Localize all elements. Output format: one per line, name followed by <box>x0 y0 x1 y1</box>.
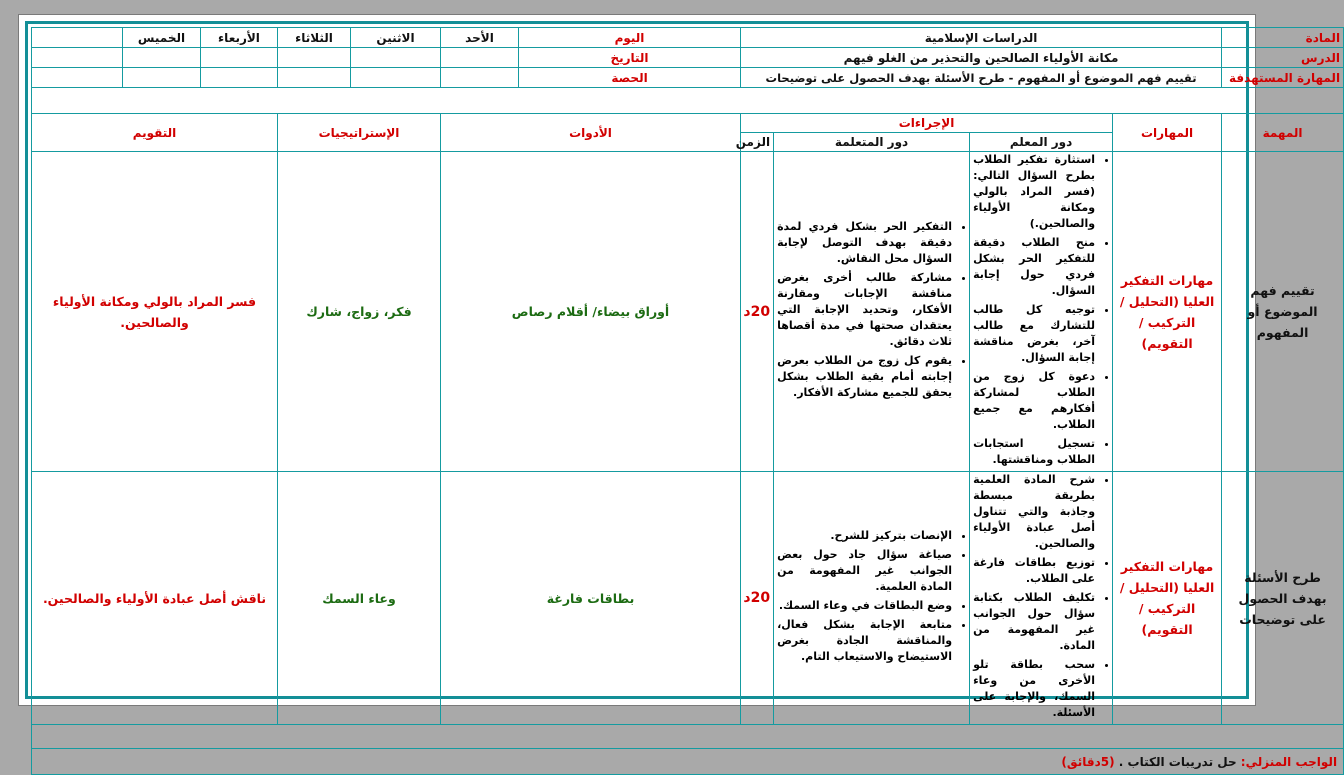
homework-row <box>32 749 1344 775</box>
learner-step-text: الإنصات بتركيز للشرح. <box>830 529 953 542</box>
learner-step-text: صياغة سؤال جاد حول بعض الجوانب غير المفهومة من المادة العلمية. <box>777 548 953 593</box>
lesson-plan-page <box>18 14 1341 769</box>
task-cell-1: تقييم فهم الموضوع أو المفهوم <box>1222 152 1344 472</box>
teacher-step <box>973 235 1095 299</box>
day-5: الخميس <box>123 28 201 48</box>
day-2: الاثنين <box>351 28 441 48</box>
strategies-header: الإستراتيجيات <box>278 114 441 152</box>
teacher-step-text: سحب بطاقة تلو الأخرى من وعاء السمك، والإجابة على الأسئلة. <box>973 658 1096 719</box>
time-cell-2: 20د <box>741 472 774 725</box>
skill-label: المهارة المستهدفة <box>1222 68 1344 88</box>
learner-step-text: متابعة الإجابة بشكل فعال، والمناقشة الجادة بغرض الاستيضاح والاستيعاب التام. <box>777 618 953 663</box>
lesson-plan-table <box>31 27 1344 775</box>
learner-step-text: مشاركة طالب أخرى بغرض مناقشة الإجابات ومقارنة الأفكار، وتحديد الإجابة التي يعتقدان صحتها في مدة أقصاها ثلاث دقائق. <box>777 271 953 348</box>
time-header: الزمن <box>741 133 774 152</box>
homework-cell <box>32 749 1344 775</box>
learner-step-text: وضع البطاقات في وعاء السمك. <box>778 599 953 612</box>
lesson-row <box>32 48 1344 68</box>
learner-step <box>777 353 952 401</box>
skills-cell-1: مهارات التفكير العليا (التحليل / التركيب / التقويم) <box>1113 152 1222 472</box>
learner-cell-2 <box>774 472 970 725</box>
subject-value: الدراسات الإسلامية <box>741 28 1222 48</box>
teacher-list-1 <box>973 152 1109 468</box>
teacher-cell-1 <box>970 152 1113 472</box>
teacher-step <box>973 590 1095 654</box>
learner-step <box>777 270 952 350</box>
learner-list-1 <box>777 219 966 401</box>
homework-label: الواجب المنزلي: <box>1240 754 1338 769</box>
learner-step-text: يقوم كل زوج من الطلاب بعرض إجابته أمام بقية الطلاب بشكل يحقق للجميع مشاركة الأفكار. <box>777 354 953 399</box>
task-header: المهمة <box>1222 114 1344 152</box>
teacher-step-text: استثارة تفكير الطلاب بطرح السؤال التالي: (فسر المراد بالولي ومكانة الأولياء والصالحين.) <box>973 153 1096 230</box>
learner-list-2 <box>777 528 966 665</box>
day-4: الأربعاء <box>201 28 278 48</box>
teacher-step-text: شرح المادة العلمية بطريقة مبسطة وجاذبة والتي تتناول أصل عبادة الأولياء والصالحين. <box>973 473 1096 550</box>
teacher-list-2 <box>973 472 1109 721</box>
day-1: الأحد <box>441 28 519 48</box>
day-3: الثلاثاء <box>278 28 351 48</box>
learner-step <box>777 598 952 614</box>
learner-role-header: دور المتعلمة <box>774 133 970 152</box>
teacher-step <box>973 302 1095 366</box>
teacher-step <box>973 369 1095 433</box>
skill-value: تقييم فهم الموضوع أو المفهوم - طرح الأسئلة بهدف الحصول على توضيحات <box>741 68 1222 88</box>
subject-label: المادة <box>1222 28 1344 48</box>
teacher-cell-2 <box>970 472 1113 725</box>
homework-time: (5دقائق) <box>1061 754 1115 769</box>
plan-row-1 <box>32 152 1344 472</box>
teacher-role-header: دور المعلم <box>970 133 1113 152</box>
date-label: التاريخ <box>519 48 741 68</box>
teacher-step <box>973 657 1095 721</box>
teacher-step <box>973 555 1095 587</box>
evaluation-cell-2: ناقش أصل عبادة الأولياء والصالحين. <box>32 472 278 725</box>
task-cell-2: طرح الأسئلة بهدف الحصول على توضيحات <box>1222 472 1344 725</box>
lesson-value: مكانة الأولياء الصالحين والتحذير من الغلو فيهم <box>741 48 1222 68</box>
learner-step-text: التفكير الحر بشكل فردي لمدة دقيقة بهدف التوصل لإجابة السؤال محل النقاش. <box>777 220 953 265</box>
skills-header: المهارات <box>1113 114 1222 152</box>
tools-cell-2: بطاقات فارغة <box>441 472 741 725</box>
strategy-cell-2: وعاء السمك <box>278 472 441 725</box>
strategy-cell-1: فكر، زواج، شارك <box>278 152 441 472</box>
subject-row <box>32 28 1344 48</box>
tools-cell-1: أوراق بيضاء/ أقلام رصاص <box>441 152 741 472</box>
teacher-step-text: تسجيل استجابات الطلاب ومناقشتها. <box>973 437 1096 466</box>
column-headers-top <box>32 114 1344 133</box>
teacher-step-text: توجيه كل طالب للتشارك مع طالب آخر، بغرض مناقشة إجابة السؤال. <box>973 303 1096 364</box>
teacher-step <box>973 436 1095 468</box>
homework-text: حل تدريبات الكتاب . <box>1118 754 1237 769</box>
learner-step <box>777 219 952 267</box>
learner-step <box>777 528 952 544</box>
learner-cell-1 <box>774 152 970 472</box>
tools-header: الأدوات <box>441 114 741 152</box>
teacher-step-text: دعوة كل زوج من الطلاب لمشاركة أفكارهم مع جميع الطلاب. <box>973 370 1096 431</box>
skill-row <box>32 68 1344 88</box>
evaluation-cell-1: فسر المراد بالولي ومكانة الأولياء والصالحين. <box>32 152 278 472</box>
learner-step <box>777 547 952 595</box>
evaluation-header: التقويم <box>32 114 278 152</box>
period-label: الحصة <box>519 68 741 88</box>
spacer-row <box>32 88 1344 114</box>
lesson-label: الدرس <box>1222 48 1344 68</box>
teacher-step-text: تكليف الطلاب بكتابة سؤال حول الجوانب غير المفهومة من المادة. <box>973 591 1096 652</box>
teacher-step-text: منح الطلاب دقيقة للتفكير الحر بشكل فردي حول إجابة السؤال. <box>973 236 1096 297</box>
blank-row <box>32 725 1344 749</box>
teacher-step <box>973 472 1095 552</box>
skills-cell-2: مهارات التفكير العليا (التحليل / التركيب / التقويم) <box>1113 472 1222 725</box>
teacher-step-text: توزيع بطاقات فارغة على الطلاب. <box>973 556 1096 585</box>
learner-step <box>777 617 952 665</box>
plan-row-2 <box>32 472 1344 725</box>
day-label: اليوم <box>519 28 741 48</box>
teacher-step <box>973 152 1095 232</box>
time-cell-1: 20د <box>741 152 774 472</box>
procedures-header: الإجراءات <box>741 114 1113 133</box>
page-frame <box>25 21 1341 769</box>
